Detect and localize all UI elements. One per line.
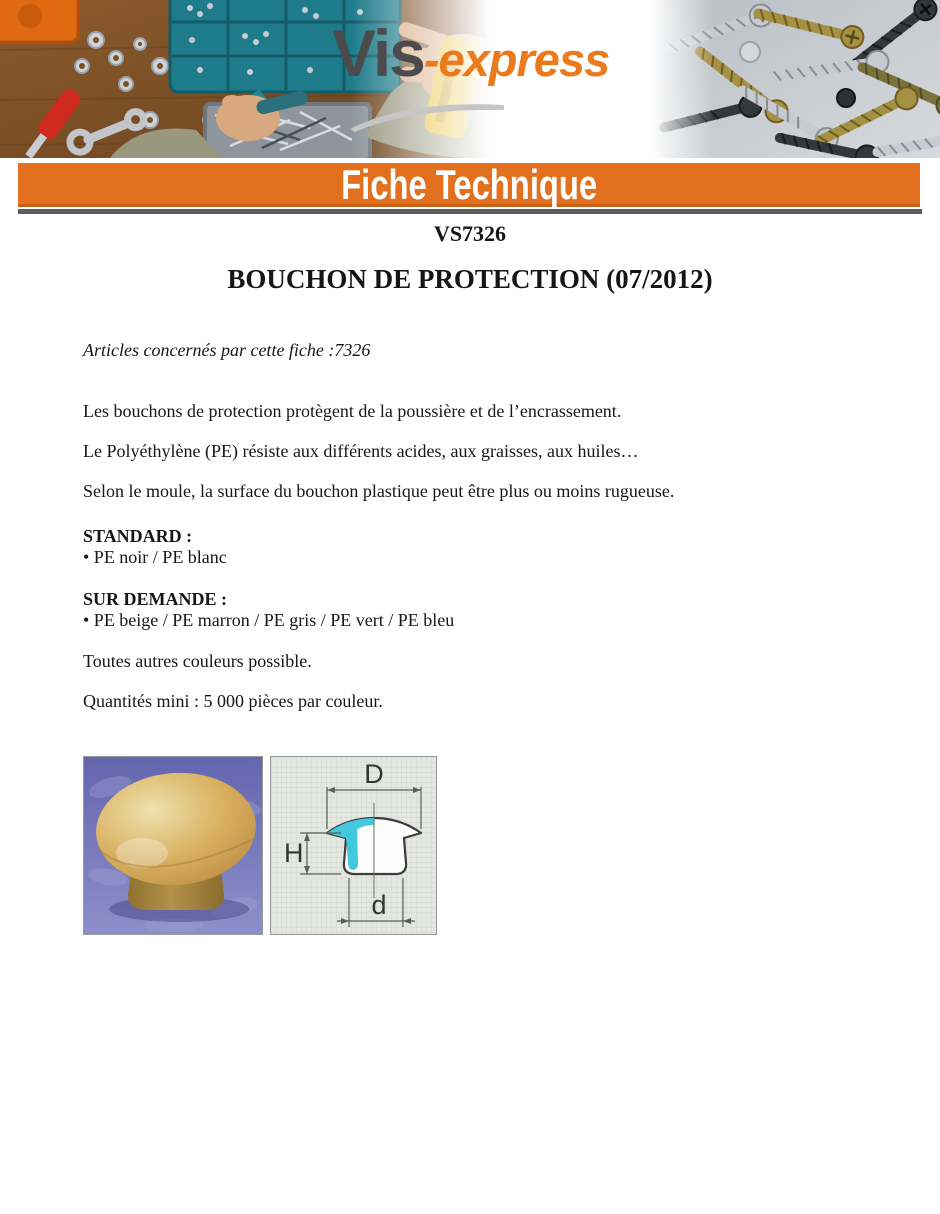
vis-express-logo [332,16,642,145]
cap-photo [83,756,263,935]
banner-underline [18,209,922,214]
standard-item: • PE noir / PE blanc [83,547,227,567]
paragraph: Le Polyéthylène (PE) résiste aux différents acides, aux graisses, aux huiles… [83,441,639,461]
product-code: VS7326 [433,221,507,246]
on-request-item: • PE beige / PE marron / PE gris / PE vert / PE bleu [83,610,455,630]
banner-title: Fiche Technique [340,161,598,208]
orange-tape-measure [0,0,78,42]
standard-heading: STANDARD : [83,526,193,546]
logo-text-express: -express [423,33,610,86]
logo-swoosh-icon [348,96,508,132]
paragraph: Les bouchons de protection protègent de la poussière et de l’encrassement. [83,401,622,421]
logo-wordmark [332,16,642,90]
label-height: H [284,838,304,868]
note-quantity: Quantités mini : 5 000 pièces par couleur. [83,691,383,711]
label-inner-diameter: d [371,890,387,920]
fiche-technique-banner [18,163,920,207]
label-outer-diameter: D [364,759,384,789]
cap-dimension-diagram [270,756,437,935]
subject-line: Articles concernés par cette fiche :7326 [83,340,371,360]
note-colors: Toutes autres couleurs possible. [83,651,312,671]
paragraph: Selon le moule, la surface du bouchon plastique peut être plus ou moins rugueuse. [83,481,675,501]
screws-photo [650,0,940,158]
on-request-heading: SUR DEMANDE : [83,589,227,609]
logo-text-vis: Vis [332,16,424,90]
page-title: BOUCHON DE PROTECTION (07/2012) [227,264,713,294]
